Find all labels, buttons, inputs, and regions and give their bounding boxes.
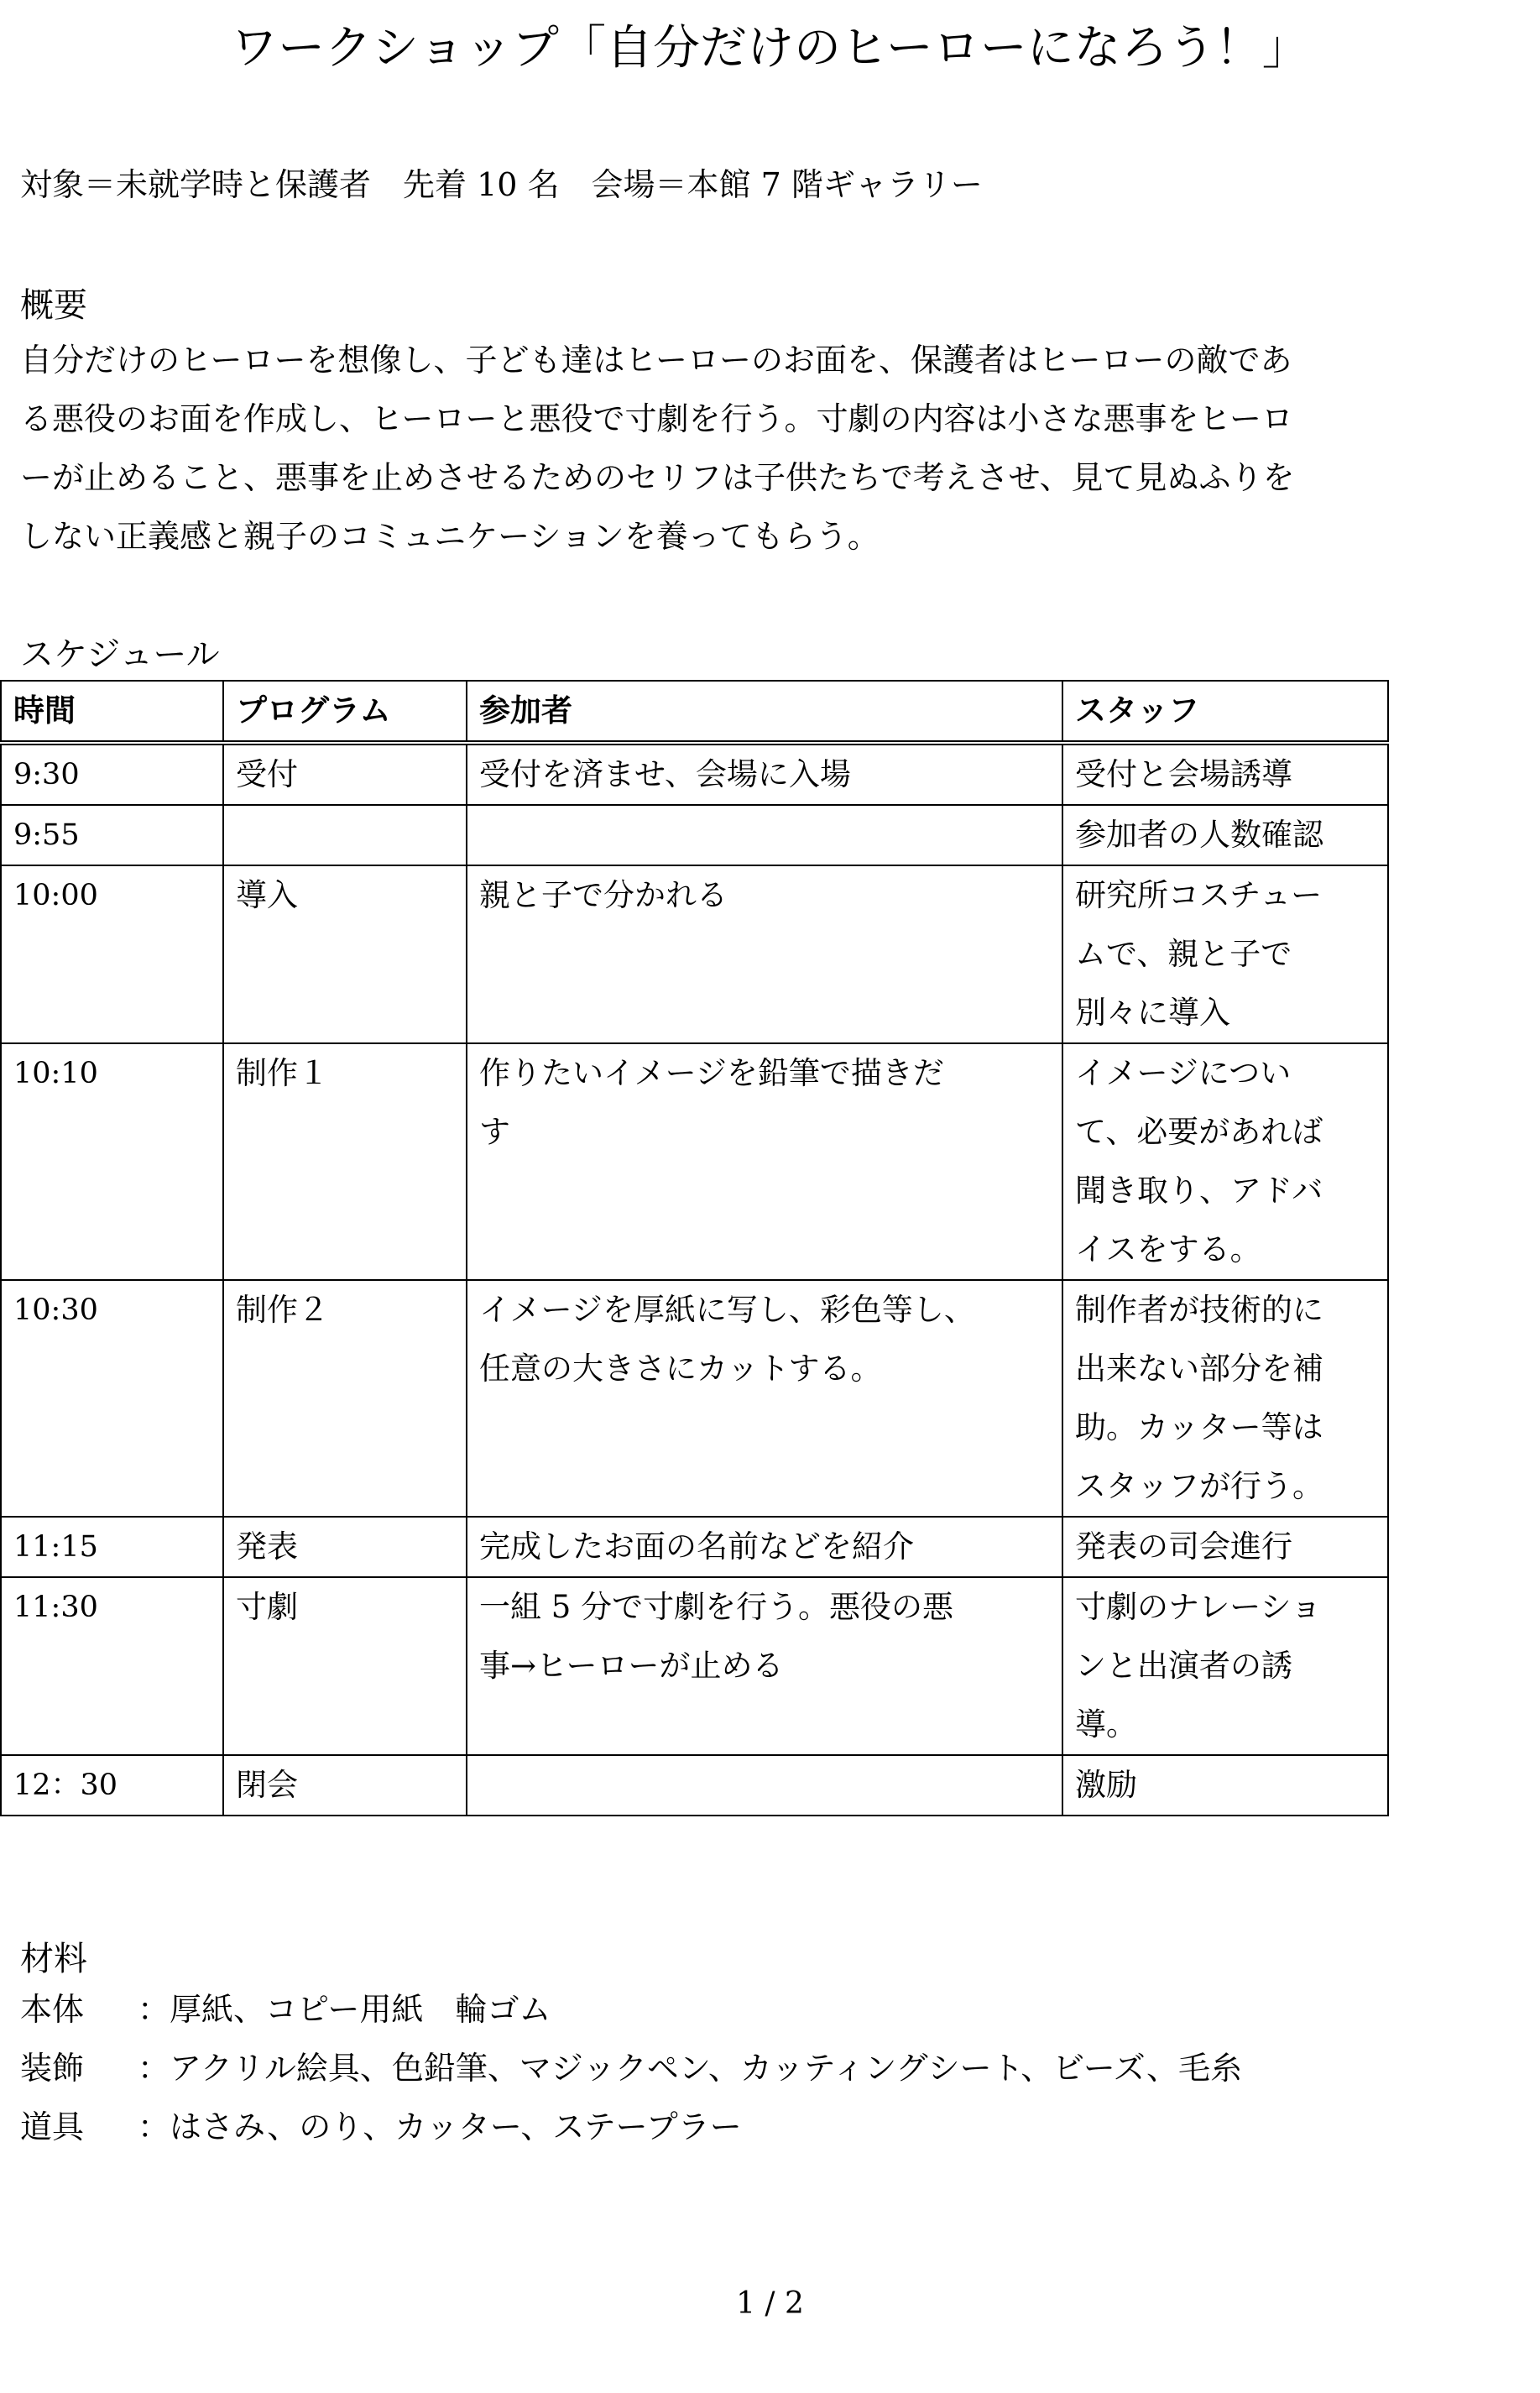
- staff-line: 聞き取り、アドバ: [1075, 1173, 1323, 1209]
- staff-line: 助。カッター等は: [1075, 1409, 1323, 1445]
- schedule-participants-cell: [467, 1755, 1062, 1816]
- participants-line: 受付を済ませ、会場に入場: [479, 756, 851, 792]
- schedule-participants-cell: [467, 743, 1062, 805]
- participants-line: す: [479, 1114, 510, 1150]
- staff-line: イスをする。: [1075, 1231, 1261, 1267]
- schedule-program-cell: 閉会: [223, 1755, 467, 1816]
- staff-line: 別々に導入: [1075, 995, 1230, 1031]
- material-value: ：厚紙、コピー用紙 輪ゴム: [138, 1991, 551, 2028]
- schedule-staff-cell: [1062, 1755, 1388, 1816]
- schedule-program-cell: 導入: [223, 865, 467, 1043]
- material-row-tools: [20, 2102, 742, 2152]
- page-number: 1 / 2: [736, 2286, 804, 2321]
- schedule-time-cell: 9:30: [1, 743, 223, 805]
- schedule-staff-cell: [1062, 743, 1388, 805]
- schedule-staff-cell: [1062, 805, 1388, 865]
- participants-line: 作りたいイメージを鉛筆で描きだ: [479, 1055, 944, 1091]
- schedule-program-cell: [223, 805, 467, 865]
- schedule-time-cell: 11:15: [1, 1517, 223, 1577]
- event-meta: 対象＝未就学時と保護者 先着 10 名 会場＝本館 7 階ギャラリー: [20, 166, 983, 203]
- schedule-staff-cell: [1062, 1577, 1388, 1755]
- schedule-row: [1, 1280, 1388, 1517]
- overview-line: る悪役のお面を作成し、ヒーローと悪役で寸劇を行う。寸劇の内容は小さな悪事をヒーロ: [20, 400, 1293, 437]
- material-row-decoration: [20, 2043, 1242, 2093]
- materials-heading: 材料: [20, 1940, 87, 1978]
- staff-line: 受付と会場誘導: [1075, 756, 1292, 792]
- schedule-participants-cell: [467, 1280, 1062, 1517]
- staff-line: 参加者の人数確認: [1075, 817, 1323, 853]
- schedule-row: [1, 805, 1388, 865]
- schedule-program-cell: 制作１: [223, 1043, 467, 1280]
- schedule-participants-cell: [467, 1577, 1062, 1755]
- schedule-participants-cell: [467, 1043, 1062, 1280]
- material-label: 本体: [20, 1991, 85, 2028]
- staff-line: イメージについ: [1075, 1055, 1292, 1091]
- participants-line: 親と子で分かれる: [479, 877, 728, 913]
- schedule-row: [1, 1517, 1388, 1577]
- schedule-staff-cell: [1062, 1280, 1388, 1517]
- overview-body: [20, 331, 1506, 566]
- overview-line: しない正義感と親子のコミュニケーションを養ってもらう。: [20, 518, 880, 555]
- material-label: 道具: [20, 2108, 85, 2145]
- staff-line: 制作者が技術的に: [1075, 1292, 1323, 1328]
- material-value: ：アクリル絵具、色鉛筆、マジックペン、カッティングシート、ビーズ、毛糸: [138, 2050, 1242, 2087]
- document-title: ワークショップ「自分だけのヒーローになろう！」: [231, 21, 1309, 76]
- schedule-time-cell: 12：30: [1, 1755, 223, 1816]
- material-value: ：はさみ、のり、カッター、ステープラー: [138, 2108, 742, 2145]
- schedule-row: [1, 743, 1388, 805]
- schedule-staff-cell: [1062, 1043, 1388, 1280]
- schedule-row: [1, 1577, 1388, 1755]
- staff-line: 寸劇のナレーショ: [1075, 1589, 1322, 1625]
- material-label: 装飾: [20, 2050, 85, 2087]
- schedule-row: [1, 1043, 1388, 1280]
- staff-line: ンと出演者の誘: [1075, 1648, 1292, 1684]
- staff-line: ムで、親と子で: [1075, 936, 1292, 972]
- staff-line: 研究所コスチュー: [1075, 877, 1323, 913]
- schedule-body: [1, 743, 1388, 1816]
- staff-line: 導。: [1075, 1706, 1137, 1743]
- staff-line: 激励: [1075, 1767, 1137, 1803]
- header-program: プログラム: [223, 681, 467, 743]
- participants-line: 完成したお面の名前などを紹介: [479, 1528, 914, 1565]
- participants-line: 一組 5 分で寸劇を行う。悪役の悪: [479, 1589, 954, 1625]
- participants-line: イメージを厚紙に写し、彩色等し、: [479, 1292, 975, 1328]
- schedule-time-cell: 10:00: [1, 865, 223, 1043]
- schedule-row: [1, 1755, 1388, 1816]
- schedule-staff-cell: [1062, 1517, 1388, 1577]
- material-row-body: [20, 1984, 551, 2035]
- overview-line: 自分だけのヒーローを想像し、子ども達はヒーローのお面を、保護者はヒーローの敵であ: [20, 342, 1292, 379]
- schedule-participants-cell: [467, 1517, 1062, 1577]
- schedule-participants-cell: [467, 805, 1062, 865]
- schedule-time-cell: 10:10: [1, 1043, 223, 1280]
- staff-line: スタッフが行う。: [1075, 1468, 1323, 1504]
- staff-line: 発表の司会進行: [1075, 1528, 1292, 1565]
- schedule-program-cell: 受付: [223, 743, 467, 805]
- schedule-time-cell: 9:55: [1, 805, 223, 865]
- participants-line: 事→ヒーローが止める: [479, 1648, 784, 1684]
- schedule-participants-cell: [467, 865, 1062, 1043]
- overview-heading: 概要: [20, 286, 87, 325]
- header-staff: スタッフ: [1062, 681, 1388, 743]
- header-time: 時間: [1, 681, 223, 743]
- schedule-time-cell: 10:30: [1, 1280, 223, 1517]
- schedule-time-cell: 11:30: [1, 1577, 223, 1755]
- overview-line: ーが止めること、悪事を止めさせるためのセリフは子供たちで考えさせ、見て見ぬふりを: [20, 459, 1295, 496]
- schedule-header-row: [1, 681, 1388, 743]
- schedule-heading: スケジュール: [20, 635, 220, 674]
- schedule-program-cell: 発表: [223, 1517, 467, 1577]
- schedule-row: [1, 865, 1388, 1043]
- schedule-table: [0, 680, 1389, 1816]
- staff-line: て、必要があれば: [1075, 1114, 1323, 1150]
- header-participants: 参加者: [467, 681, 1062, 743]
- participants-line: 任意の大きさにカットする。: [479, 1351, 882, 1387]
- staff-line: 出来ない部分を補: [1075, 1351, 1323, 1387]
- schedule-program-cell: 寸劇: [223, 1577, 467, 1755]
- schedule-staff-cell: [1062, 865, 1388, 1043]
- schedule-program-cell: 制作２: [223, 1280, 467, 1517]
